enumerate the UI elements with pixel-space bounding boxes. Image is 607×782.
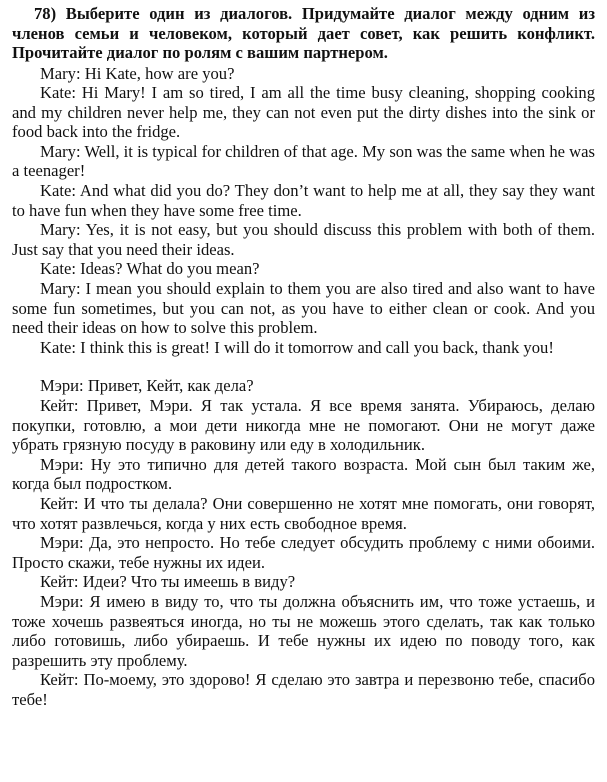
dialogue-line (12, 64, 595, 84)
utterance: And what did you do? They don’t want to help me at all, they say they want to have fun when they have some free time. (12, 181, 596, 220)
dialogue-line (12, 572, 595, 592)
utterance: Привет, Кейт, как дела? (87, 376, 254, 396)
utterance: Привет, Мэри. Я так устала. Я все время занята. Убираюсь, делаю покупки, готовлю, а мои дети никогда мне не помогают. Они не могут даже убрать грязную посуду в раковину или еду в холодильник. (12, 396, 595, 455)
speaker: Mary: (40, 141, 81, 161)
dialogue-line (12, 142, 595, 181)
speaker: Mary: (40, 63, 81, 83)
dialogue-line (12, 338, 595, 358)
task-instruction (12, 4, 595, 63)
speaker: Кейт: (40, 396, 79, 415)
speaker: Мэри: (40, 591, 84, 611)
english-dialogue (12, 64, 595, 358)
speaker: Мэри: (40, 376, 84, 396)
speaker: Мэри: (40, 454, 84, 474)
utterance: I mean you should explain to them you are also tired and also want to have some fun sometimes, but you can not, as you have to either clean or cook. And you need their ideas on how to solve this problem. (12, 279, 595, 338)
utterance: Ideas? What do you mean? (80, 259, 260, 279)
dialogue-line (12, 592, 595, 670)
task-number: 78) (34, 4, 57, 23)
dialogue-line (12, 279, 595, 338)
utterance: Hi Mary! I am so tired, I am all the time busy cleaning, shopping cooking and my children never help me, they can not even put the dirty dishes into the sink or food back into the fridge. (12, 83, 595, 142)
speaker: Мэри: (40, 533, 84, 553)
utterance: Я имею в виду то, что ты должна объяснить им, что тоже устаешь, и тоже хочешь развеяться иногда, но ты не можешь этого сделать, так как только либо готовишь, либо убираешь. И тебе нужны их идею по поводу того, как разрешить эту проблему. (12, 591, 595, 670)
dialogue-line (12, 533, 595, 572)
dialogue-line (12, 670, 595, 709)
task-text: Выберите один из диалогов. Придумайте диалог между одним из членов семьи и человеком, который дает совет, как решить конфликт. Прочитайте диалог по ролям с вашим партнером. (12, 4, 595, 62)
speaker: Mary: (40, 279, 81, 299)
utterance: И что ты делала? Они совершенно не хотят мне помогать, они говорят, что хотят развлечься, когда у них есть свободное время. (12, 493, 595, 533)
dialogue-line (12, 220, 595, 259)
speaker: Кейт: (40, 493, 79, 513)
dialogue-line (12, 181, 595, 220)
utterance: Hi Kate, how are you? (84, 63, 235, 83)
utterance: I think this is great! I will do it tomorrow and call you back, thank you! (80, 337, 554, 357)
utterance: Идеи? Что ты имеешь в виду? (82, 572, 296, 592)
dialogue-line (12, 494, 595, 533)
russian-dialogue (12, 376, 595, 709)
dialogue-line (12, 376, 595, 396)
dialogue-line (12, 259, 595, 279)
speaker: Kate: (40, 83, 76, 103)
speaker: Kate: (40, 181, 76, 201)
utterance: Yes, it is not easy, but you should discuss this problem with both of them. Just say that you need their ideas. (12, 220, 595, 259)
speaker: Кейт: (40, 670, 79, 690)
utterance: По-моему, это здорово! Я сделаю это завтра и перезвоню тебе, спасибо тебе! (12, 670, 595, 709)
section-gap (12, 357, 595, 376)
utterance: Ну это типично для детей такого возраста. Мой сын был таким же, когда был подростком. (12, 454, 595, 494)
speaker: Mary: (40, 220, 81, 240)
speaker: Кейт: (40, 572, 79, 592)
speaker: Kate: (40, 337, 76, 357)
utterance: Well, it is typical for children of that age. My son was the same when he was a teenager! (12, 141, 595, 181)
dialogue-line (12, 396, 595, 455)
utterance: Да, это непросто. Но тебе следует обсудить проблему с ними обоими. Просто скажи, тебе нужны их идеи. (12, 533, 595, 572)
dialogue-line (12, 83, 595, 142)
speaker: Kate: (40, 259, 76, 279)
dialogue-line (12, 455, 595, 494)
